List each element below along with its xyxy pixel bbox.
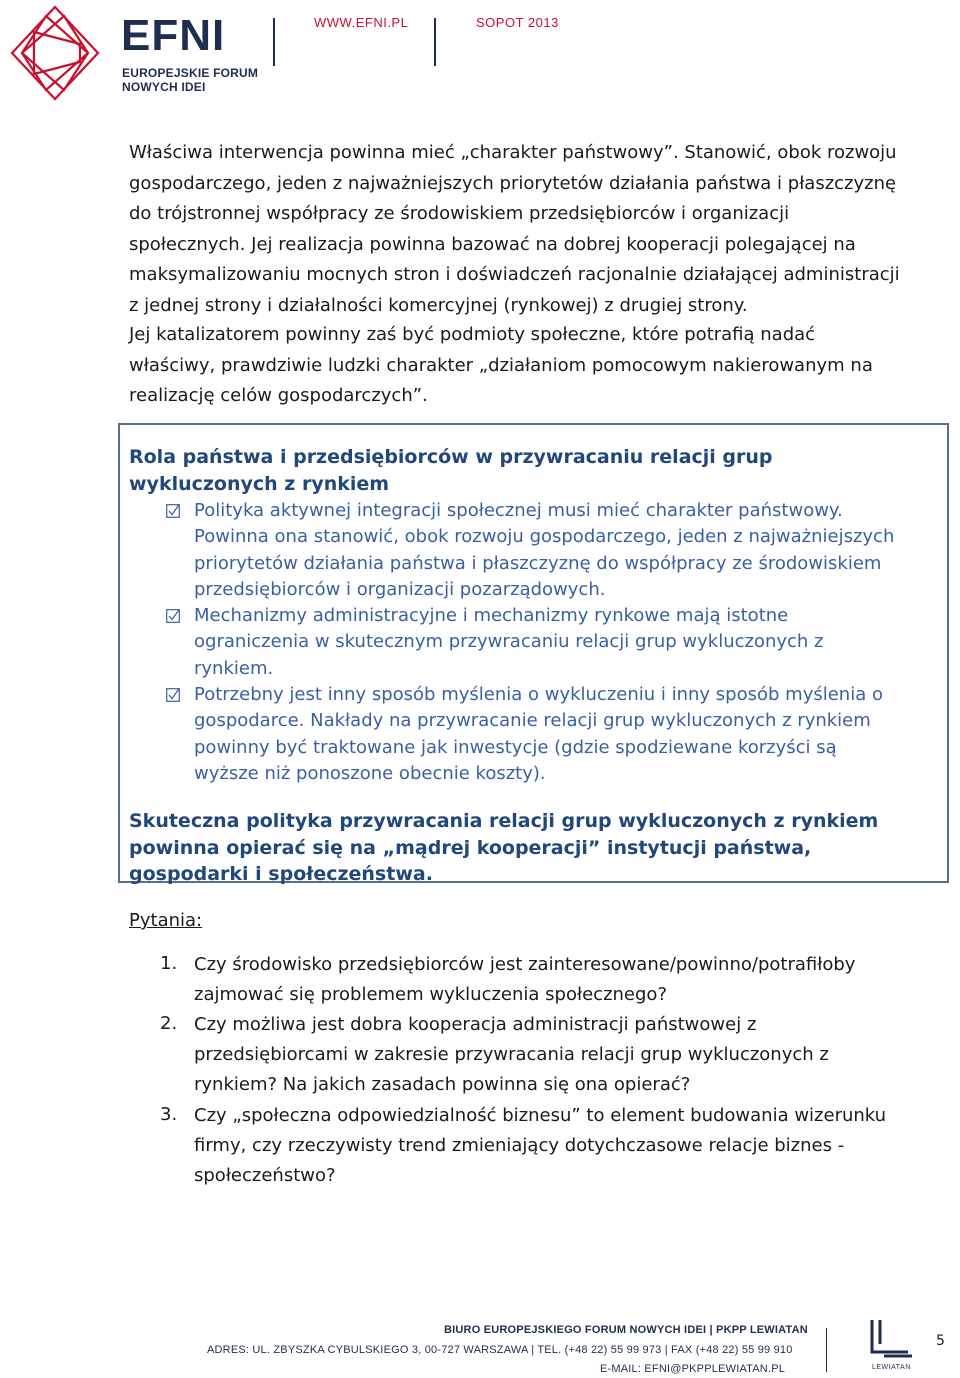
header-divider: [434, 18, 436, 66]
box-bullet-3: [194, 682, 944, 787]
conclusion-line: Skuteczna polityka przywracania relacji grup wykluczonych z rynkiem: [129, 810, 879, 832]
bullet-line: przedsiębiorców i organizacji pozarządowych.: [194, 578, 606, 600]
bullet-line: gospodarce. Nakłady na przywracanie relacji grup wykluczonych z rynkiem: [194, 710, 871, 732]
text-line: społecznych. Jej realizacja powinna bazować na dobrej kooperacji polegającej na: [129, 233, 856, 255]
logo-text: EFNI: [121, 11, 226, 60]
question-line: społeczeństwo?: [194, 1165, 336, 1186]
checkbox-check-icon: [166, 504, 180, 518]
conclusion-line: powinna opierać się na „mądrej kooperacji” instytucji państwa,: [129, 836, 812, 859]
intro-paragraph-1: [129, 138, 944, 321]
bullet-line: wyższe niż ponoszone obecnie koszty).: [194, 762, 546, 784]
footer-office: BIURO EUROPEJSKIEGO FORUM NOWYCH IDEI | PKPP LEWIATAN: [444, 1324, 808, 1336]
bullet-line: Powinna ona stanowić, obok rozwoju gospodarczego, jeden z najważniejszych: [194, 526, 895, 548]
lewiatan-logo-icon: [866, 1318, 914, 1358]
bullet-line: powinny być traktowane jak inwestycje (gdzie spodziewane korzyści są: [194, 736, 837, 758]
bullet-line: rynkiem.: [194, 657, 274, 679]
page-number: 5: [936, 1333, 945, 1349]
question-line: rynkiem? Na jakich zasadach powinna się ona opierać?: [194, 1074, 691, 1095]
text-line: z jednej strony i działalności komercyjnej (rynkowej) z drugiej strony.: [129, 294, 748, 316]
text-line: realizację celów gospodarczych”.: [129, 385, 428, 406]
question-line: Czy możliwa jest dobra kooperacja administracji państwowej z: [194, 1014, 757, 1035]
text-line: gospodarczego, jeden z najważniejszych priorytetów działania państwa i płaszczyznę: [129, 172, 897, 194]
box-bullet-2: [194, 603, 944, 682]
question-number: 1.: [160, 953, 178, 974]
bullet-line: priorytetów działania państwa i płaszczyznę do współpracy ze środowiskiem: [194, 552, 882, 574]
text-line: maksymalizowaniu mocnych stron i doświadczeń racjonalnie działającej administracji: [129, 264, 900, 285]
efni-logo-mark: [6, 4, 104, 102]
bullet-line: Mechanizmy administracyjne i mechanizmy rynkowe mają istotne: [194, 605, 789, 626]
question-2: [194, 1010, 934, 1100]
question-line: Czy środowisko przedsiębiorców jest zainteresowane/powinno/potrafiłoby: [194, 954, 856, 975]
event-label: SOPOT 2013: [476, 15, 559, 30]
text-line: Właściwa interwencja powinna mieć „charakter państwowy”. Stanowić, obok rozwoju: [129, 142, 897, 163]
bullet-line: ograniczenia w skutecznym przywracaniu relacji grup wykluczonych z: [194, 631, 824, 653]
footer-address: ADRES: UL. ZBYSZKA CYBULSKIEGO 3, 00-727 WARSZAWA | TEL. (+48 22) 55 99 973 | FAX (+48 22) 55 99 910: [207, 1344, 793, 1356]
footer-divider: [826, 1328, 827, 1372]
questions-heading: Pytania:: [129, 910, 203, 931]
question-line: zajmować się problemem wykluczenia społecznego?: [194, 984, 667, 1005]
question-number: 3.: [160, 1104, 178, 1125]
box-conclusion: [129, 808, 944, 888]
question-1: [194, 950, 934, 1010]
box-title-line: wykluczonych z rynkiem: [129, 473, 390, 495]
checkbox-check-icon: [166, 609, 180, 623]
question-line: przedsiębiorcami w zakresie przywracania relacji grup wykluczonych z: [194, 1044, 829, 1065]
question-line: Czy „społeczna odpowiedzialność biznesu” to element budowania wizerunku: [194, 1105, 887, 1126]
text-line: właściwy, prawdziwie ludzki charakter „działaniom pomocowym nakierowanym na: [129, 354, 873, 376]
text-line: do trójstronnej współpracy ze środowiskiem przedsiębiorców i organizacji: [129, 203, 790, 224]
header-divider: [273, 18, 275, 66]
logo-subtitle-2: NOWYCH IDEI: [122, 80, 206, 94]
question-line: firmy, czy rzeczywisty trend zmieniający dotychczasowe relacje biznes -: [194, 1135, 845, 1156]
website-link[interactable]: WWW.EFNI.PL: [314, 15, 409, 30]
bullet-line: Potrzebny jest inny sposób myślenia o wykluczeniu i inny sposób myślenia o: [194, 684, 883, 705]
question-3: [194, 1101, 934, 1191]
question-number: 2.: [160, 1013, 178, 1034]
text-line: Jej katalizatorem powinny zaś być podmioty społeczne, które potrafią nadać: [129, 324, 816, 345]
footer-email[interactable]: E-MAIL: EFNI@PKPPLEWIATAN.PL: [600, 1363, 786, 1375]
checkbox-check-icon: [166, 688, 180, 702]
conclusion-line: gospodarki i społeczeństwa.: [129, 863, 433, 885]
box-title: [129, 444, 944, 498]
intro-paragraph-2: [129, 320, 944, 412]
logo-subtitle-1: EUROPEJSKIE FORUM: [122, 66, 259, 80]
box-title-line: Rola państwa i przedsiębiorców w przywracaniu relacji grup: [129, 446, 773, 468]
bullet-line: Polityka aktywnej integracji społecznej musi mieć charakter państwowy.: [194, 500, 843, 521]
lewiatan-name: LEWIATAN: [872, 1364, 911, 1371]
box-bullet-1: [194, 498, 944, 603]
